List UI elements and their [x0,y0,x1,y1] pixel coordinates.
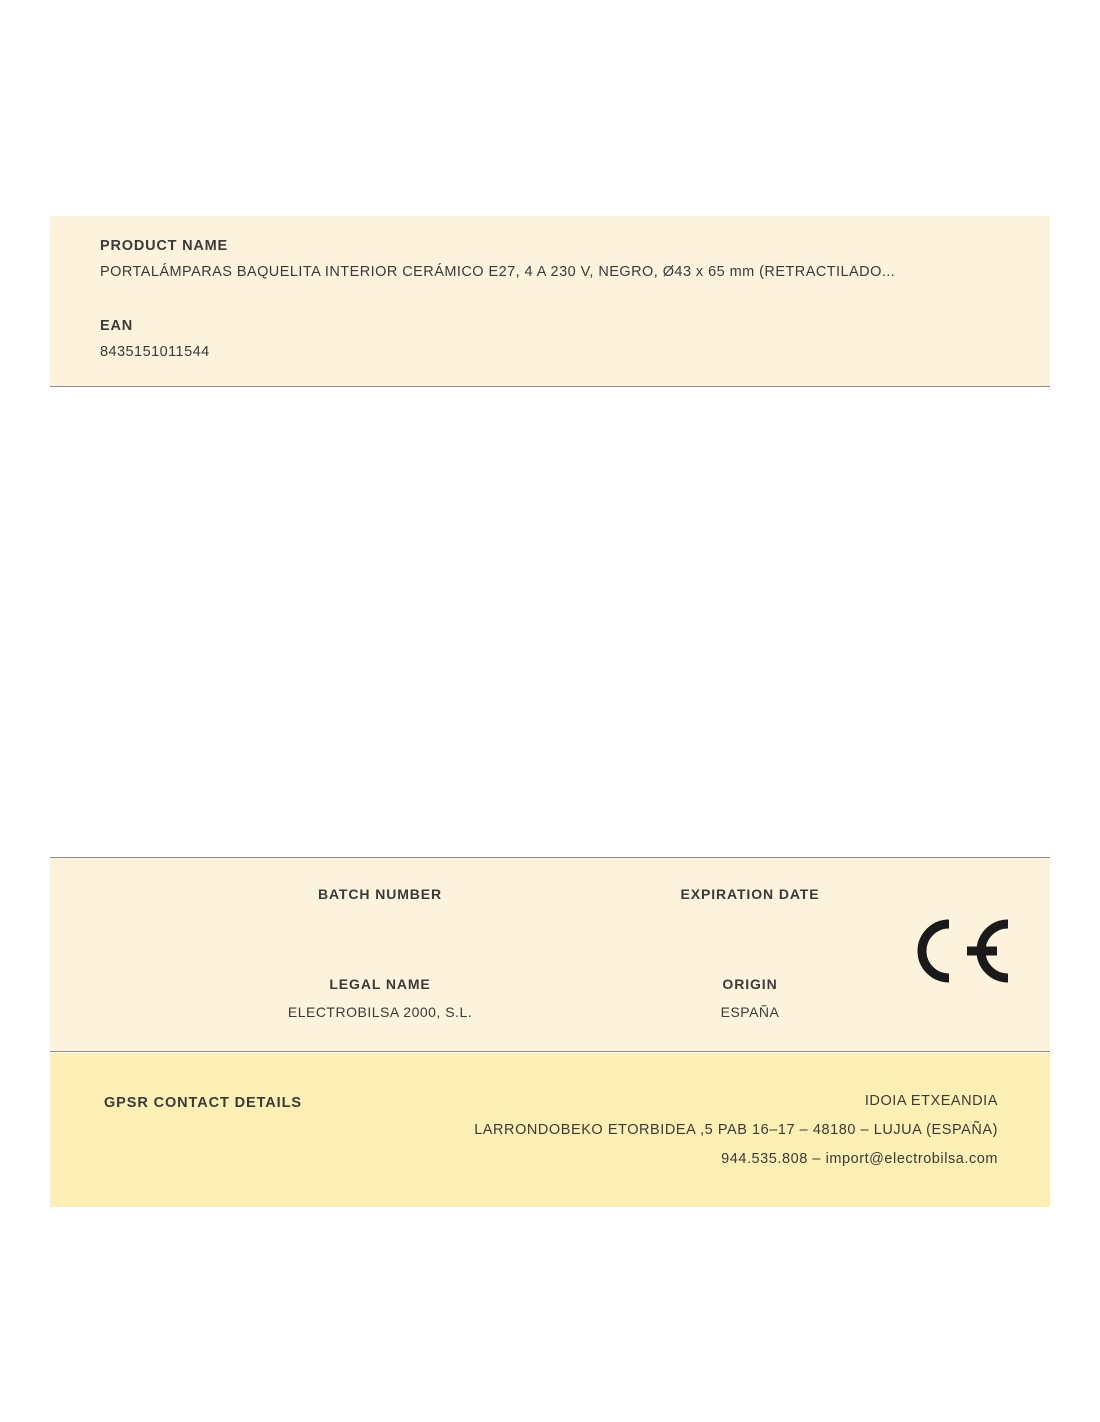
legal-name-value: ELECTROBILSA 2000, S.L. [287,1004,473,1020]
gpsr-contact-lines [474,1093,998,1167]
details-grid [50,858,1050,1051]
product-name-field [50,238,1050,280]
product-name-value: PORTALÁMPARAS BAQUELITA INTERIOR CERÁMICO E27, 4 A 230 V, NEGRO, Ø43 x 65 mm (RETRACTILADO... [100,264,896,280]
origin-label: ORIGIN [722,976,778,992]
product-info-block [50,216,1050,387]
origin-field [610,976,890,1020]
product-details-block [50,857,1050,1052]
expiration-date-field [610,886,890,914]
ean-label: EAN [100,318,134,334]
ean-value: 8435151011544 [100,344,210,360]
product-name-label: PRODUCT NAME [100,238,229,254]
expiration-date-label: EXPIRATION DATE [680,886,820,902]
gpsr-contact-block [50,1053,1050,1207]
batch-number-field [230,886,530,914]
origin-value: ESPAÑA [720,1004,780,1020]
gpsr-contact-name: IDOIA ETXEANDIA [864,1093,998,1109]
legal-name-field [230,976,530,1020]
gpsr-contact-label: GPSR CONTACT DETAILS [104,1095,302,1111]
gpsr-contact-phone-email: 944.535.808 – import@electrobilsa.com [721,1151,998,1167]
blank-spacer [0,396,1100,857]
legal-name-label: LEGAL NAME [329,976,431,992]
ce-marking-icon [905,918,1015,984]
ean-field [50,318,1050,360]
gpsr-contact-address: LARRONDOBEKO ETORBIDEA ,5 PAB 16–17 – 48180 – LUJUA (ESPAÑA) [474,1122,998,1138]
batch-number-label: BATCH NUMBER [317,886,443,902]
